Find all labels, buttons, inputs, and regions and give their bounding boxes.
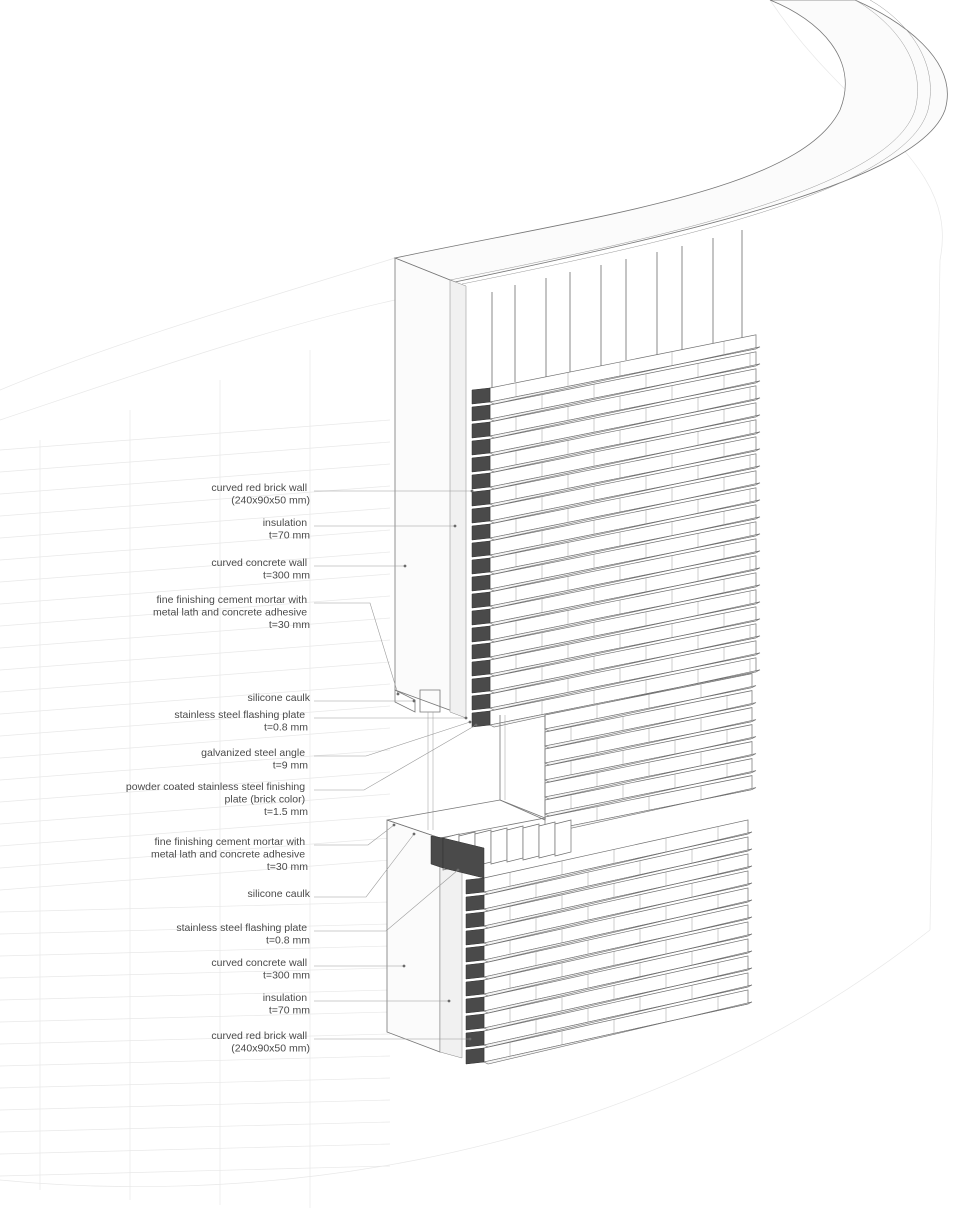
brick-end-cut	[472, 609, 490, 625]
svg-text:curved red brick wall	[211, 1030, 310, 1055]
callout-11-line-1: stainless steel flashing plate	[176, 922, 308, 934]
callout-1-line-1: curved red brick wall	[211, 482, 308, 494]
brick-end-cut	[466, 946, 484, 962]
leader-dot-icon	[475, 724, 478, 727]
svg-text:silicone caulk	[248, 692, 311, 704]
brick-end-cut	[472, 660, 490, 676]
sill-brick	[507, 826, 523, 862]
top-curved-slab	[395, 0, 947, 284]
sill-brick	[539, 822, 555, 858]
ghost-brick-course	[0, 1144, 390, 1154]
brick-end-cut	[472, 473, 490, 489]
ghost-brick-course	[0, 1166, 390, 1176]
upper-concrete-wall	[395, 258, 466, 718]
ghost-brick-course	[0, 552, 390, 582]
svg-text:fine finishing cement mortar w	[153, 594, 310, 631]
ghost-brick-course	[0, 442, 390, 472]
callout-7	[201, 721, 471, 772]
brick-end-cut	[466, 1014, 484, 1030]
leader-dot-icon	[469, 1038, 472, 1041]
sill-brick	[523, 824, 539, 860]
callout-9-line-2: metal lath and concrete adhesive	[150, 848, 306, 861]
callout-6-line-1: stainless steel flashing plate	[174, 709, 306, 721]
callout-8-line-3: t=1.5 mm	[263, 806, 308, 818]
leader-dot-icon	[454, 525, 457, 528]
brick-end-cut	[466, 963, 484, 979]
leader-dot-icon	[465, 717, 468, 720]
ghost-brick-course	[0, 968, 390, 978]
brick-end-cut	[466, 980, 484, 996]
callout-6-line-2: t=0.8 mm	[263, 721, 308, 734]
sill-brick-end	[431, 836, 443, 868]
ghost-brick-course	[0, 1100, 390, 1110]
svg-text:insulation t=70 mm	[263, 517, 311, 542]
leader-line-icon	[314, 722, 470, 756]
sill-brick	[555, 820, 571, 856]
ghost-brick-course	[0, 990, 390, 1000]
leader-dot-icon	[397, 693, 400, 696]
leader-line-icon	[314, 603, 398, 694]
callout-9-line-1: fine finishing cement mortar with	[154, 836, 306, 848]
callout-5	[248, 692, 416, 704]
callout-4-line-1: fine finishing cement mortar with	[156, 594, 308, 606]
ghost-brick-course	[0, 464, 390, 494]
upper-brick-wall	[472, 335, 760, 727]
svg-text:curved concrete wall t	[211, 957, 310, 982]
leader-dot-icon	[413, 833, 416, 836]
callout-7-line-2: t=9 mm	[272, 759, 308, 772]
ghost-brick-course	[0, 750, 390, 780]
brick-end-cut	[466, 895, 484, 911]
callout-8-line-2: plate (brick color)	[224, 793, 306, 806]
svg-text:galvanized steel angle	[201, 747, 308, 772]
svg-text:curved concrete wall t	[211, 557, 310, 582]
callout-10-line-1: silicone caulk	[247, 888, 310, 900]
callout-5-line-1: silicone caulk	[247, 692, 310, 704]
leader-dot-icon	[404, 565, 407, 568]
brick-end-cut	[472, 541, 490, 557]
callout-14-line-2: (240x90x50 mm)	[231, 1042, 310, 1055]
callout-4-line-2: metal lath and concrete adhesive	[152, 606, 308, 619]
callout-8-line-1: powder coated stainless steel finishing	[125, 781, 306, 793]
brick-end-cut	[466, 929, 484, 945]
ghost-brick-course	[0, 728, 390, 758]
callout-12-line-2: t=300 mm	[263, 969, 310, 982]
leader-dot-icon	[393, 824, 396, 827]
leader-dot-icon	[448, 1000, 451, 1003]
ghost-brick-course	[0, 640, 390, 670]
ghost-brick-course	[0, 486, 390, 516]
brick-end-cut	[472, 558, 490, 574]
ghost-brick-course	[0, 946, 390, 956]
brick-end-cut	[472, 439, 490, 455]
callout-3-line-1: curved concrete wall	[211, 557, 308, 569]
brick-end-cut	[472, 388, 490, 404]
brick-end-cut	[466, 912, 484, 928]
callout-7-line-1: galvanized steel angle	[201, 747, 306, 759]
brick-end-cut	[472, 677, 490, 693]
leader-line-icon	[314, 725, 476, 790]
ghost-brick-course	[0, 662, 390, 692]
leader-line-icon	[314, 825, 394, 845]
callout-2-line-1: insulation	[262, 517, 308, 529]
ghost-brick-course	[0, 618, 390, 648]
callout-4	[153, 594, 399, 695]
callout-6	[174, 709, 467, 734]
brick-end-cut	[466, 1048, 484, 1064]
svg-text:fine finishing cement mortar w	[151, 836, 308, 873]
leader-dot-icon	[413, 700, 416, 703]
callout-9	[151, 824, 395, 873]
ghost-brick-course	[0, 1056, 390, 1066]
callout-11-line-2: t=0.8 mm	[265, 934, 310, 947]
callout-3	[211, 557, 406, 582]
leader-dot-icon	[403, 965, 406, 968]
callout-13-line-2: t=70 mm	[268, 1004, 310, 1017]
sill-brick	[491, 828, 507, 864]
ghost-brick-course	[0, 530, 390, 560]
brick-end-cut	[472, 524, 490, 540]
callout-3-line-2: t=300 mm	[263, 569, 310, 582]
brick-end-cut	[472, 507, 490, 523]
ghost-brick-course	[0, 420, 390, 450]
ghost-brick-course	[0, 1122, 390, 1132]
svg-text:silicone caulk	[248, 888, 311, 900]
leader-dot-icon	[457, 869, 460, 872]
callout-12	[211, 957, 405, 982]
ghost-brick-course	[0, 902, 390, 912]
brick-end-cut	[472, 490, 490, 506]
svg-text:stainless steel flashing plate	[176, 922, 310, 947]
brick-end-cut	[472, 456, 490, 472]
svg-text:insulation t=70 mm	[263, 992, 311, 1017]
leader-dot-icon	[471, 490, 474, 493]
callout-12-line-1: curved concrete wall	[211, 957, 308, 969]
leader-dot-icon	[469, 721, 472, 724]
callout-9-line-3: t=30 mm	[266, 861, 308, 873]
brick-end-cut	[472, 694, 490, 710]
brick-end-cut	[466, 878, 484, 894]
callout-2-line-2: t=70 mm	[268, 529, 310, 542]
svg-text:curved red brick wall	[211, 482, 310, 507]
brick-end-cut	[466, 997, 484, 1013]
brick-end-cut	[472, 626, 490, 642]
callout-1-line-2: (240x90x50 mm)	[231, 494, 310, 507]
brick-end-cut	[472, 592, 490, 608]
ghost-brick-course	[0, 794, 390, 824]
callout-4-line-3: t=30 mm	[268, 619, 310, 631]
ghost-brick-course	[0, 1012, 390, 1022]
brick-end-cut	[472, 422, 490, 438]
callout-14-line-1: curved red brick wall	[211, 1030, 308, 1042]
ghost-brick-course	[0, 860, 390, 890]
brick-end-cut	[472, 575, 490, 591]
ghost-brick-course	[0, 1078, 390, 1088]
ghost-brick-course	[0, 508, 390, 538]
callout-13-line-1: insulation	[262, 992, 308, 1004]
brick-end-cut	[472, 405, 490, 421]
brick-end-cut	[472, 643, 490, 659]
